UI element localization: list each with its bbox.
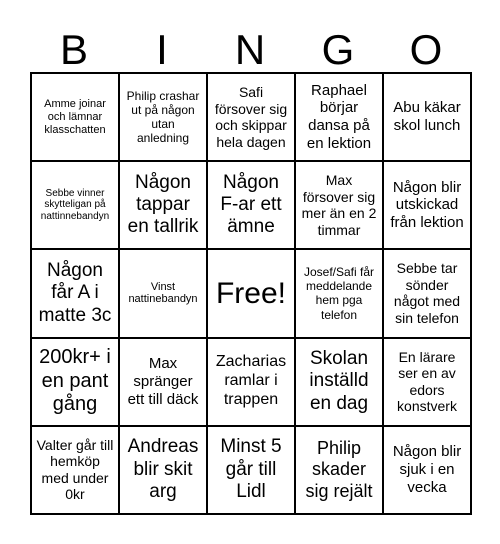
bingo-cell[interactable]: Någon blir utskickad från lektion (383, 161, 471, 249)
bingo-cell[interactable]: Minst 5 går till Lidl (207, 426, 295, 514)
bingo-cell[interactable]: En lärare ser en av edors konstverk (383, 338, 471, 426)
bingo-cell[interactable]: Någon blir sjuk i en vecka (383, 426, 471, 514)
bingo-cell[interactable]: Philip crashar ut på någon utan anledning (119, 73, 207, 161)
bingo-cell[interactable]: Max spränger ett till däck (119, 338, 207, 426)
bingo-cell[interactable]: Raphael börjar dansa på en lektion (295, 73, 383, 161)
header-letter-i: I (156, 26, 168, 73)
bingo-cell[interactable]: Valter går till hemköp med under 0kr (31, 426, 119, 514)
bingo-cell[interactable]: Philip skader sig rejält (295, 426, 383, 514)
bingo-header (30, 28, 470, 72)
bingo-cell[interactable]: Safi försover sig och skippar hela dagen (207, 73, 295, 161)
bingo-cell[interactable]: Någon tappar en tallrik (119, 161, 207, 249)
bingo-cell[interactable]: Max försover sig mer än en 2 timmar (295, 161, 383, 249)
bingo-cell[interactable]: Zacharias ramlar i trappen (207, 338, 295, 426)
bingo-cell[interactable]: Någon F-ar ett ämne (207, 161, 295, 249)
bingo-cell[interactable]: Josef/Safi får meddelande hem pga telefon (295, 249, 383, 337)
header-letter-g: G (321, 26, 355, 73)
bingo-cell[interactable]: Skolan inställd en dag (295, 338, 383, 426)
bingo-board (30, 72, 472, 515)
bingo-cell[interactable]: Vinst nattinebandyn (119, 249, 207, 337)
bingo-cell[interactable]: Någon får A i matte 3c (31, 249, 119, 337)
bingo-cell[interactable]: Sebbe tar sönder något med sin telefon (383, 249, 471, 337)
bingo-cell[interactable]: Abu käkar skol lunch (383, 73, 471, 161)
free-space-cell[interactable]: Free! (207, 249, 295, 337)
header-letter-b: B (59, 26, 88, 73)
bingo-cell[interactable]: 200kr+ i en pant gång (31, 338, 119, 426)
bingo-cell[interactable]: Amme joinar och lämnar klasschatten (31, 73, 119, 161)
bingo-cell[interactable]: Sebbe vinner skytteligan på nattinnebandyn (31, 161, 119, 249)
header-letter-o: O (409, 26, 443, 73)
header-letter-n: N (234, 26, 266, 73)
bingo-cell[interactable]: Andreas blir skit arg (119, 426, 207, 514)
